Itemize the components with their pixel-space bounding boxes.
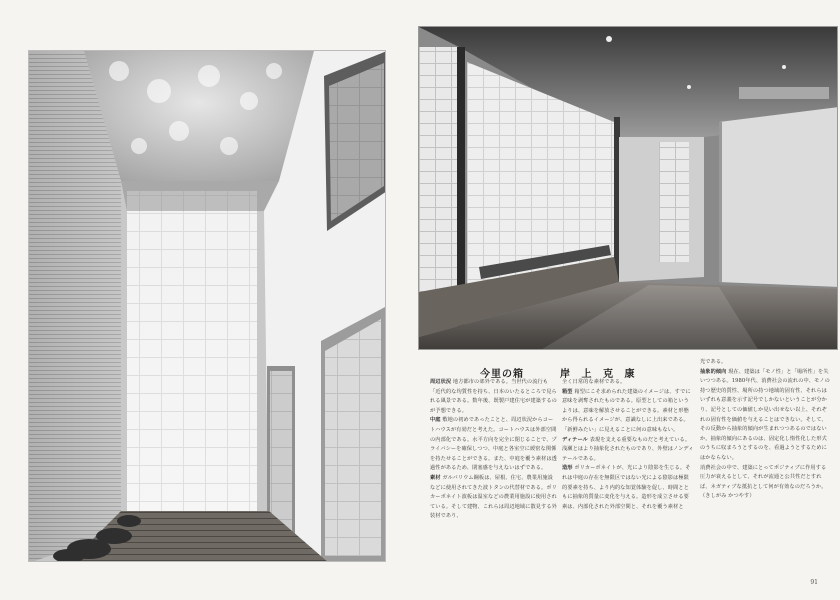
paragraph-text: 消費社会の中で、建築にとってポジティブに作用する圧力が衰えるとして、それが流通と公共性だとすれば、ネガティブな抵抗として何が有効なのだろうか。（きしがみ かつやす） [700, 464, 827, 500]
section-label: 造形 [562, 465, 573, 472]
article [430, 358, 830, 568]
paragraph [700, 368, 830, 464]
paragraph-text: 全く日常的な素材である。 [562, 379, 626, 385]
section-label: 中庭 [430, 417, 441, 424]
paragraph [700, 464, 830, 502]
page-number: 91 [810, 579, 818, 586]
text-column-1 [430, 378, 558, 522]
paragraph-text: 表現を支える重要なものだと考えている。浅瀬とはより抽象化されたものであり、外壁はノンディテールである。 [562, 436, 694, 462]
section-label: 箱型 [562, 388, 573, 395]
paragraph [562, 388, 694, 436]
paragraph [562, 436, 694, 465]
paragraph [430, 416, 558, 474]
interior-photo [418, 26, 838, 350]
text-column-2 [562, 378, 694, 512]
text-column-3 [700, 358, 830, 502]
paragraph-text: 現在、建築は「モノ性」と「場所性」を失いつつある。1980年代、消費社会の流れの中、モノの持つ歴史的質性、場所の持つ地域的固有性、それらはいずれも意義を示す記号でしかないということが分かり、記号としての価値しか見い出せない以上、それぞれの固有性を価値を与えることはできない。そして、その反動から抽象的傾向が生まれつつあるのではないか。抽象的傾向にあるのは、固定化し惰性化した形式のうちに収まろうとするのを、看過ようとするためにはかならない。 [700, 368, 830, 461]
courtyard-photo [28, 50, 386, 562]
section-label: 抽象的傾向 [700, 368, 727, 375]
paragraph [430, 378, 558, 416]
paragraph-text: ガルバリウム鋼板は、屋根、住宅、農業用施設などに使用されてきた波トタンの代替材である。ポリカーボネイト波板は温室などの農業用施設に使用されている。そして建物、これらは周辺地域に散見する外装材であり、 [430, 474, 557, 520]
paragraph [700, 358, 830, 368]
paragraph [562, 464, 694, 512]
paragraph [562, 378, 694, 388]
paragraph-text: 敷地の初めであったことと、周辺状況からコートハウスが有効だと考えた。コートハウスは外部空間の内部化である。水平方向を完全に閉じることで、プライバシーを確保しつつ、中庭と各室空に緩密な関係を持たせることができる。また、中庭を覆う素材は透過性があるため、閉塞感を与えないはずである。 [430, 417, 557, 472]
section-label: 素材 [430, 474, 441, 481]
article-author: 岸 上 克 康 [560, 369, 639, 380]
paragraph [430, 474, 558, 522]
paragraph-text: 地方都市の郊外である。当世代の流行も「近代的な均質性を持ち、日本のいたるところで見られる風景である。数年後、既製戸建住宅が建築するのが予想できる。 [430, 379, 557, 414]
paragraph-text: 箱型にこそ求められた建築のイメージは、すでに意味を剥奪されたものである。原型としての箱というよりは、意味を解放させることができる。素材と形態から得られるイメージが、意識なしに上出来である。「新鮮みたい」に見えることに何の意味もない。 [562, 388, 691, 433]
paragraph-text: ポリカーボネイトが、光により陰影を生じる。それは中庭の存在を無限区ではない光による陰影は極限的要素を持ち、より内的な知覚体験を促し、時間とともに抽象的質量に変化を与える。造形を成立させる要素は、内部化された外部空間と、それを覆う素材と [562, 465, 691, 510]
paragraph-text: 光である。 [700, 359, 727, 365]
article-title: 今里の箱 [480, 369, 524, 380]
section-label: ディテール [562, 436, 588, 443]
section-label: 周辺状況 [430, 379, 452, 385]
